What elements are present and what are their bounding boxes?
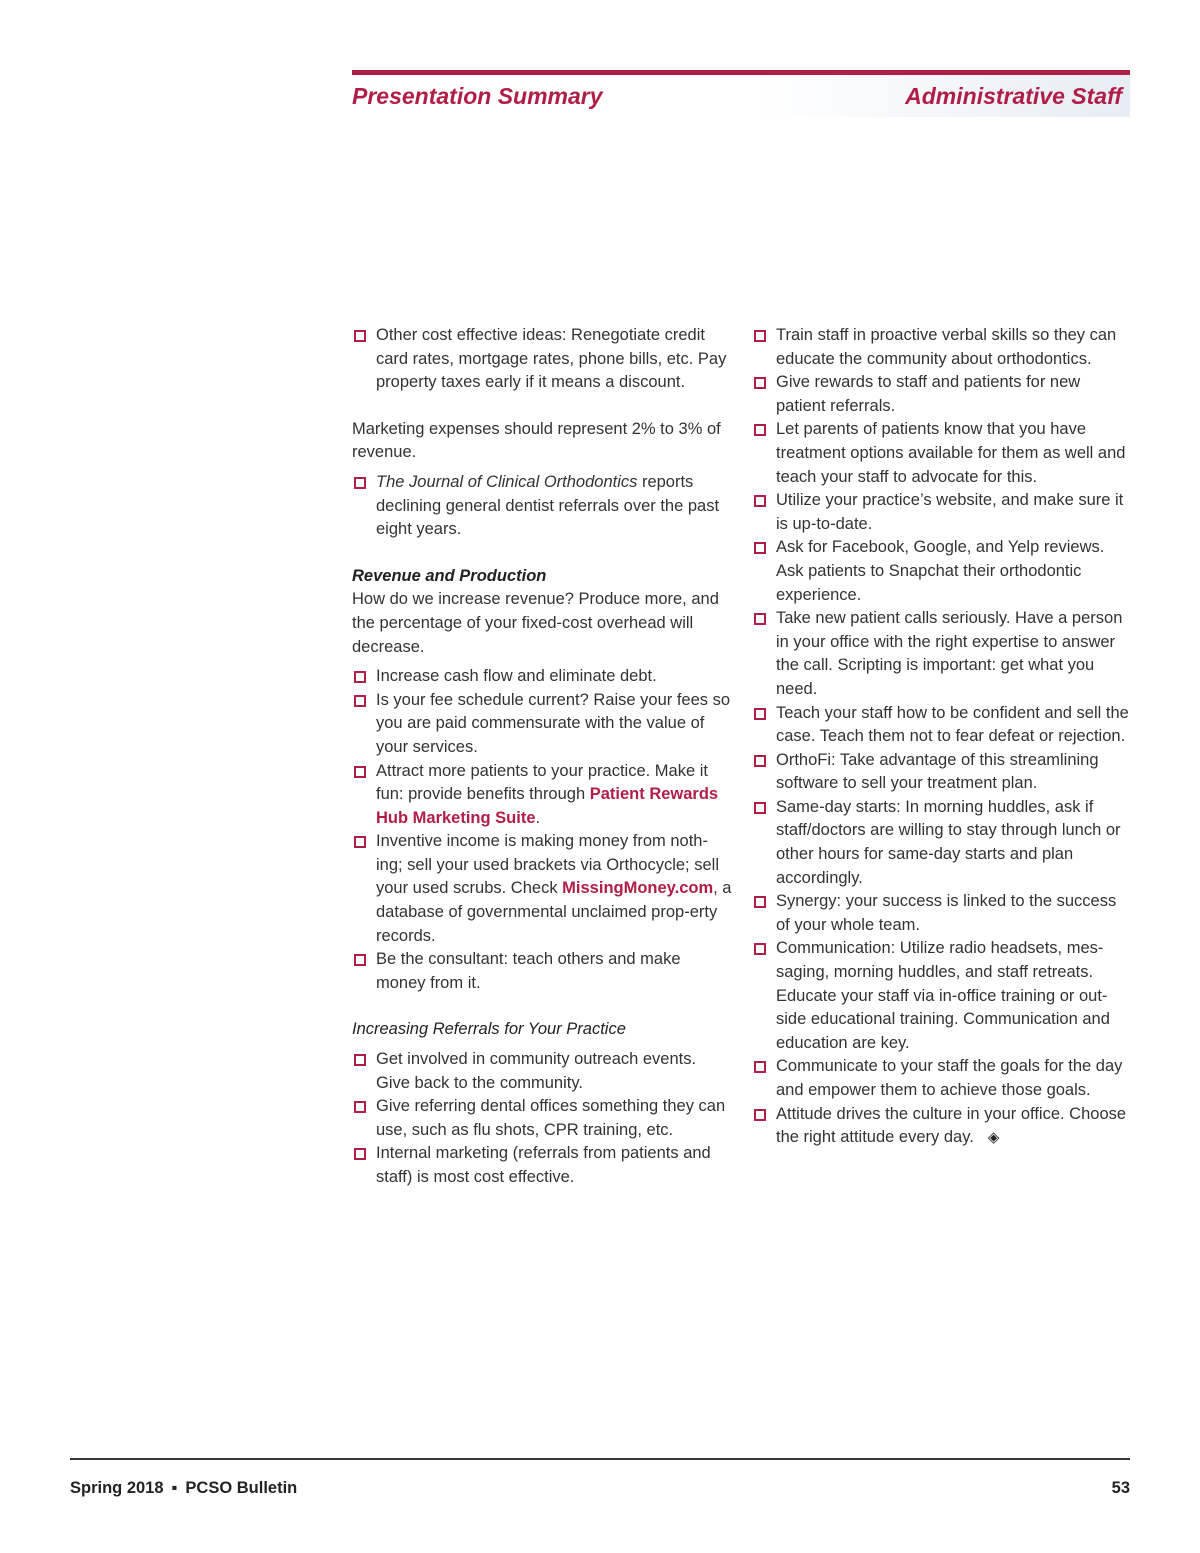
checkbox-bullet-icon xyxy=(754,613,766,625)
checkbox-bullet-icon xyxy=(754,802,766,814)
checkbox-bullet-icon xyxy=(354,1148,366,1160)
referrals-list xyxy=(352,1048,732,1190)
end-of-article-icon: ◈ xyxy=(987,1129,1000,1147)
patient-rewards-link[interactable]: Patient Rewards Hub Marketing Suite xyxy=(376,785,719,827)
list-item: OrthoFi: Take advantage of this streamlining software to sell your treatment plan. xyxy=(752,749,1132,796)
footer-divider xyxy=(70,1458,1130,1460)
checkbox-bullet-icon xyxy=(354,766,366,778)
checkbox-bullet-icon xyxy=(354,671,366,683)
list-item: Attitude drives the culture in your office. Choose the right attitude every day. ◈ xyxy=(752,1103,1132,1150)
journal-title: The Journal of Clinical Orthodontics xyxy=(376,472,638,491)
checkbox-bullet-icon xyxy=(354,836,366,848)
journal-list xyxy=(352,471,732,542)
missingmoney-link[interactable]: MissingMoney.com xyxy=(562,879,714,898)
list-item: Communication: Utilize radio headsets, mes-saging, morning huddles, and staff retreats. Educate your staff via in-office training or out-side educational training. Communication and education are key. xyxy=(752,937,1132,1055)
list-item: The Journal of Clinical Orthodontics reports declining general dentist referrals over the past eight years. xyxy=(352,471,732,542)
list-item: Give referring dental offices something they can use, such as flu shots, CPR training, etc. xyxy=(352,1095,732,1142)
section-title: Presentation Summary xyxy=(352,83,603,109)
checkbox-bullet-icon xyxy=(354,477,366,489)
checkbox-bullet-icon xyxy=(754,330,766,342)
checkbox-bullet-icon xyxy=(354,330,366,342)
list-item: Other cost effective ideas: Renegotiate credit card rates, mortgage rates, phone bills, etc. Pay property taxes early if it means a discount. xyxy=(352,324,732,395)
cost-ideas-list xyxy=(352,324,732,395)
revenue-heading: Revenue and Production xyxy=(352,566,547,585)
staff-tips-list xyxy=(752,324,1132,1150)
checkbox-bullet-icon xyxy=(754,495,766,507)
checkbox-bullet-icon xyxy=(354,954,366,966)
page-header xyxy=(352,70,1130,117)
checkbox-bullet-icon xyxy=(354,1054,366,1066)
list-item: Internal marketing (referrals from patients and staff) is most cost effective. xyxy=(352,1142,732,1189)
footer-publication xyxy=(70,1479,297,1498)
checkbox-bullet-icon xyxy=(354,695,366,707)
revenue-paragraph: How do we increase revenue? Produce more, and the percentage of your fixed-cost overhead will decrease. xyxy=(352,590,719,656)
issue-date: Spring 2018 xyxy=(70,1479,164,1497)
marketing-paragraph: Marketing expenses should represent 2% to 3% of revenue. xyxy=(352,419,721,462)
list-item: Give rewards to staff and patients for new patient referrals. xyxy=(752,371,1132,418)
list-item: Let parents of patients know that you have treatment options available for them as well and teach your staff to advocate for this. xyxy=(752,418,1132,489)
list-item: Attract more patients to your practice. Make it fun: provide benefits through Patient Rewards Hub Marketing Suite. xyxy=(352,760,732,831)
list-item: Be the consultant: teach others and make money from it. xyxy=(352,948,732,995)
checkbox-bullet-icon xyxy=(754,1061,766,1073)
publication-name: PCSO Bulletin xyxy=(185,1479,298,1497)
right-column xyxy=(752,324,1132,1150)
checkbox-bullet-icon xyxy=(754,708,766,720)
list-item: Synergy: your success is linked to the success of your whole team. xyxy=(752,890,1132,937)
checkbox-bullet-icon xyxy=(354,1101,366,1113)
left-column xyxy=(352,324,732,1190)
checkbox-bullet-icon xyxy=(754,1109,766,1121)
list-item: Take new patient calls seriously. Have a person in your office with the right expertise to answer the call. Scripting is important: get what you need. xyxy=(752,607,1132,701)
checkbox-bullet-icon xyxy=(754,424,766,436)
checkbox-bullet-icon xyxy=(754,755,766,767)
list-item: Train staff in proactive verbal skills so they can educate the community about orthodontics. xyxy=(752,324,1132,371)
revenue-list xyxy=(352,665,732,995)
checkbox-bullet-icon xyxy=(754,943,766,955)
checkbox-bullet-icon xyxy=(754,377,766,389)
list-item: Ask for Facebook, Google, and Yelp reviews. Ask patients to Snapchat their orthodontic experience. xyxy=(752,536,1132,607)
list-item: Get involved in community outreach events. Give back to the community. xyxy=(352,1048,732,1095)
list-item: Utilize your practice’s website, and make sure it is up-to-date. xyxy=(752,489,1132,536)
list-item: Teach your staff how to be confident and sell the case. Teach them not to fear defeat or rejection. xyxy=(752,702,1132,749)
referrals-heading: Increasing Referrals for Your Practice xyxy=(352,1020,626,1039)
list-item: Increase cash flow and eliminate debt. xyxy=(352,665,732,689)
list-item: Is your fee schedule current? Raise your fees so you are paid commensurate with the value of your services. xyxy=(352,689,732,760)
list-item: Same-day starts: In morning huddles, ask if staff/doctors are willing to stay through lunch or other hours for same-day starts and plan accordingly. xyxy=(752,796,1132,890)
checkbox-bullet-icon xyxy=(754,542,766,554)
category-title: Administrative Staff xyxy=(905,83,1122,109)
page-number: 53 xyxy=(1111,1479,1130,1497)
list-item: Inventive income is making money from noth-ing; sell your used brackets via Orthocycle; sell your used scrubs. Check MissingMoney.com, a database of governmental unclaimed prop-erty records. xyxy=(352,830,732,948)
list-item: Communicate to your staff the goals for the day and empower them to achieve those goals. xyxy=(752,1055,1132,1102)
checkbox-bullet-icon xyxy=(754,896,766,908)
separator-icon: ▪ xyxy=(171,1479,178,1497)
